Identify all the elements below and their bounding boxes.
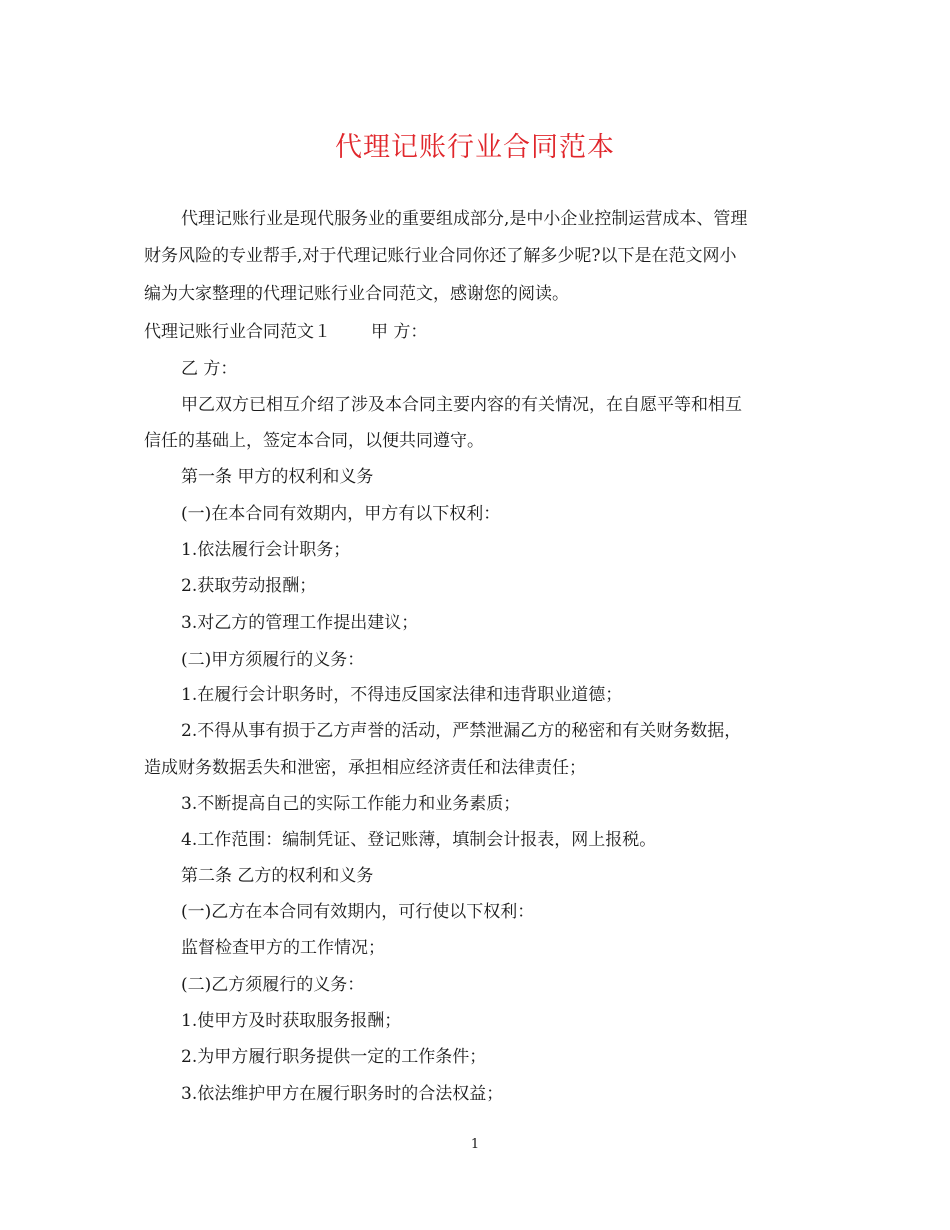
intro-line-2: 财务风险的专业帮手,对于代理记账行业合同你还了解多少呢?以下是在范文网小 <box>144 246 737 266</box>
preamble-line-2: 信任的基础上，签定本合同，以便共同遵守。 <box>144 431 484 451</box>
article-2-duty-2: 2.为甲方履行职务提供一定的工作条件； <box>181 1047 487 1067</box>
page-number: 1 <box>470 1137 480 1152</box>
intro-line-3: 编为大家整理的代理记账行业合同范文，感谢您的阅读。 <box>144 284 569 304</box>
intro-line-1: 代理记账行业是现代服务业的重要组成部分,是中小企业控制运营成本、管理 <box>181 209 748 229</box>
article-2-duty-3: 3.依法维护甲方在履行职务时的合法权益； <box>181 1084 504 1104</box>
article-1-rights-heading: (一)在本合同有效期内，甲方有以下权利： <box>181 504 501 524</box>
preamble-line-1: 甲乙双方已相互介绍了涉及本合同主要内容的有关情况，在自愿平等和相互 <box>181 395 742 415</box>
article-1-duty-2-line-2: 造成财务数据丢失和泄密，承担相应经济责任和法律责任； <box>144 758 586 778</box>
article-1-right-2: 2.获取劳动报酬； <box>181 576 317 596</box>
article-1-right-3: 3.对乙方的管理工作提出建议； <box>181 613 419 633</box>
article-1-duties-heading: (二)甲方须履行的义务： <box>181 650 365 670</box>
document-title: 代理记账行业合同范本 <box>335 132 615 163</box>
article-2-right-1: 监督检查甲方的工作情况； <box>181 938 385 958</box>
article-2-rights-heading: (一)乙方在本合同有效期内，可行使以下权利： <box>181 902 535 922</box>
article-1-duty-1: 1.在履行会计职务时，不得违反国家法律和违背职业道德； <box>181 685 623 705</box>
sample-heading-line <box>144 319 427 345</box>
article-1-duty-3: 3.不断提高自己的实际工作能力和业务素质； <box>181 794 521 814</box>
article-2-duty-1: 1.使甲方及时获取服务报酬； <box>181 1011 402 1031</box>
sample-heading: 代理记账行业合同范文１ <box>144 322 331 342</box>
article-2-duties-heading: (二)乙方须履行的义务： <box>181 975 365 995</box>
party-b-label: 乙 方： <box>181 359 238 379</box>
party-a-label: 甲 方： <box>371 322 428 342</box>
article-1-duty-2-line-1: 2.不得从事有损于乙方声誉的活动，严禁泄漏乙方的秘密和有关财务数据， <box>181 721 742 741</box>
article-1-heading: 第一条 甲方的权利和义务 <box>181 467 374 487</box>
article-1-duty-4: 4.工作范围：编制凭证、登记账薄，填制会计报表，网上报税。 <box>181 830 657 850</box>
article-2-heading: 第二条 乙方的权利和义务 <box>181 866 374 886</box>
article-1-right-1: 1.依法履行会计职务； <box>181 540 351 560</box>
